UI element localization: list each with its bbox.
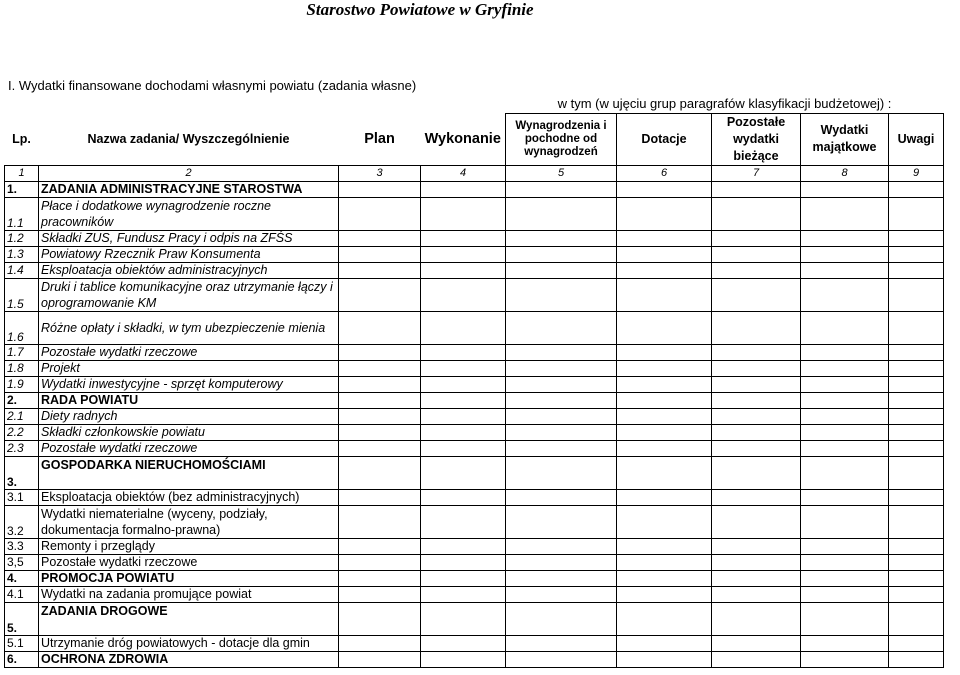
row-number: 5.1: [5, 635, 39, 651]
value-cell: [339, 344, 421, 360]
column-number: 8: [801, 165, 889, 181]
table-row: [5, 230, 944, 246]
value-cell: [617, 570, 712, 586]
value-cell: [617, 230, 712, 246]
column-number-row: [5, 165, 944, 181]
header-pozostale: Pozostałe wydatki bieżące: [712, 113, 801, 165]
table-row: [5, 651, 944, 667]
value-cell: [801, 570, 889, 586]
value-cell: [421, 262, 506, 278]
value-cell: [801, 538, 889, 554]
value-cell: [506, 586, 617, 602]
row-name: Eksploatacja obiektów (bez administracyjnych): [39, 489, 339, 505]
row-number: 3.3: [5, 538, 39, 554]
value-cell: [339, 586, 421, 602]
value-cell: [712, 408, 801, 424]
value-cell: [889, 392, 944, 408]
table-row: [5, 392, 944, 408]
value-cell: [421, 586, 506, 602]
value-cell: [617, 360, 712, 376]
value-cell: [506, 635, 617, 651]
value-cell: [421, 311, 506, 344]
value-cell: [889, 554, 944, 570]
value-cell: [506, 311, 617, 344]
value-cell: [712, 489, 801, 505]
table-row: [5, 489, 944, 505]
row-name: Wydatki na zadania promujące powiat: [39, 586, 339, 602]
value-cell: [889, 344, 944, 360]
value-cell: [617, 554, 712, 570]
value-cell: [712, 262, 801, 278]
column-number: 3: [339, 165, 421, 181]
value-cell: [339, 489, 421, 505]
column-number: 7: [712, 165, 801, 181]
value-cell: [889, 262, 944, 278]
value-cell: [801, 230, 889, 246]
value-cell: [712, 635, 801, 651]
table-row: [5, 586, 944, 602]
value-cell: [801, 262, 889, 278]
row-name: Pozostałe wydatki rzeczowe: [39, 344, 339, 360]
value-cell: [339, 424, 421, 440]
value-cell: [506, 360, 617, 376]
row-number: 3,5: [5, 554, 39, 570]
row-number: 3.1: [5, 489, 39, 505]
value-cell: [339, 392, 421, 408]
value-cell: [889, 408, 944, 424]
value-cell: [506, 570, 617, 586]
column-number: 1: [5, 165, 39, 181]
value-cell: [339, 408, 421, 424]
section-heading: I. Wydatki finansowane dochodami własnymi powiatu (zadania własne): [8, 78, 417, 93]
table-row: [5, 456, 944, 489]
value-cell: [339, 376, 421, 392]
value-cell: [506, 262, 617, 278]
value-cell: [712, 344, 801, 360]
table-row: [5, 424, 944, 440]
value-cell: [889, 489, 944, 505]
value-cell: [339, 456, 421, 489]
row-name: ZADANIA ADMINISTRACYJNE STAROSTWA: [39, 181, 339, 197]
value-cell: [889, 230, 944, 246]
value-cell: [801, 489, 889, 505]
row-number: 2.2: [5, 424, 39, 440]
value-cell: [801, 197, 889, 230]
row-number: 1.7: [5, 344, 39, 360]
value-cell: [421, 408, 506, 424]
value-cell: [712, 456, 801, 489]
table-row: [5, 197, 944, 230]
value-cell: [712, 651, 801, 667]
value-cell: [617, 602, 712, 635]
value-cell: [339, 197, 421, 230]
value-cell: [421, 440, 506, 456]
value-cell: [712, 424, 801, 440]
value-cell: [421, 602, 506, 635]
page-title: Starostwo Powiatowe w Gryfinie: [306, 0, 534, 19]
value-cell: [506, 538, 617, 554]
value-cell: [801, 651, 889, 667]
value-cell: [617, 408, 712, 424]
value-cell: [712, 602, 801, 635]
value-cell: [506, 505, 617, 538]
value-cell: [712, 570, 801, 586]
row-number: 4.: [5, 570, 39, 586]
value-cell: [889, 602, 944, 635]
value-cell: [617, 586, 712, 602]
value-cell: [506, 230, 617, 246]
header-dotacje: Dotacje: [617, 113, 712, 165]
value-cell: [617, 651, 712, 667]
value-cell: [506, 344, 617, 360]
row-number: 2.: [5, 392, 39, 408]
row-name: Płace i dodatkowe wynagrodzenie roczne pracowników: [39, 197, 339, 230]
header-plan: Plan: [364, 130, 395, 147]
row-number: 3.: [5, 456, 39, 489]
value-cell: [889, 538, 944, 554]
row-number: 5.: [5, 602, 39, 635]
value-cell: [617, 278, 712, 311]
column-number: 6: [617, 165, 712, 181]
value-cell: [712, 440, 801, 456]
column-number: 2: [39, 165, 339, 181]
value-cell: [889, 586, 944, 602]
row-number: 1.4: [5, 262, 39, 278]
row-name: Remonty i przeglądy: [39, 538, 339, 554]
value-cell: [617, 440, 712, 456]
row-name: Powiatowy Rzecznik Praw Konsumenta: [39, 246, 339, 262]
value-cell: [801, 360, 889, 376]
value-cell: [617, 311, 712, 344]
value-cell: [506, 440, 617, 456]
header-wynagrodzenia: Wynagrodzenia i pochodne od wynagrodzeń: [506, 113, 617, 165]
header-name: Nazwa zadania/ Wyszczególnienie: [87, 131, 290, 146]
value-cell: [712, 360, 801, 376]
value-cell: [339, 440, 421, 456]
row-name: Utrzymanie dróg powiatowych - dotacje dla gmin: [39, 635, 339, 651]
value-cell: [712, 376, 801, 392]
value-cell: [421, 651, 506, 667]
table-row: [5, 538, 944, 554]
value-cell: [506, 456, 617, 489]
value-cell: [339, 554, 421, 570]
value-cell: [712, 554, 801, 570]
row-number: 1.6: [5, 311, 39, 344]
group-caption: w tym (w ujęciu grup paragrafów klasyfikacji budżetowej) :: [557, 95, 892, 111]
value-cell: [617, 181, 712, 197]
value-cell: [712, 505, 801, 538]
table-row: [5, 246, 944, 262]
value-cell: [339, 635, 421, 651]
value-cell: [889, 181, 944, 197]
value-cell: [617, 635, 712, 651]
value-cell: [506, 554, 617, 570]
table-row: [5, 376, 944, 392]
value-cell: [617, 344, 712, 360]
row-name: Składki ZUS, Fundusz Pracy i odpis na ZFŚS: [39, 230, 339, 246]
table-row: [5, 278, 944, 311]
value-cell: [339, 230, 421, 246]
table-row: [5, 440, 944, 456]
value-cell: [801, 554, 889, 570]
row-name: Wydatki inwestycyjne - sprzęt komputerowy: [39, 376, 339, 392]
row-number: 1.1: [5, 197, 39, 230]
header-majatkowe: Wydatki majątkowe: [801, 113, 889, 165]
value-cell: [617, 392, 712, 408]
value-cell: [712, 311, 801, 344]
value-cell: [617, 376, 712, 392]
table-row: [5, 311, 944, 344]
value-cell: [712, 246, 801, 262]
value-cell: [801, 586, 889, 602]
row-name: Eksploatacja obiektów administracyjnych: [39, 262, 339, 278]
value-cell: [801, 456, 889, 489]
row-name: Pozostałe wydatki rzeczowe: [39, 440, 339, 456]
value-cell: [339, 311, 421, 344]
row-name: Diety radnych: [39, 408, 339, 424]
column-number: 5: [506, 165, 617, 181]
table-row: [5, 344, 944, 360]
value-cell: [889, 197, 944, 230]
value-cell: [712, 538, 801, 554]
column-number: 9: [889, 165, 944, 181]
row-number: 1.9: [5, 376, 39, 392]
value-cell: [617, 456, 712, 489]
value-cell: [801, 392, 889, 408]
value-cell: [889, 278, 944, 311]
row-name: ZADANIA DROGOWE: [39, 602, 339, 635]
value-cell: [339, 570, 421, 586]
value-cell: [339, 262, 421, 278]
value-cell: [712, 586, 801, 602]
row-number: 1.2: [5, 230, 39, 246]
value-cell: [421, 538, 506, 554]
value-cell: [801, 181, 889, 197]
value-cell: [889, 360, 944, 376]
value-cell: [421, 570, 506, 586]
value-cell: [339, 538, 421, 554]
value-cell: [421, 489, 506, 505]
value-cell: [889, 651, 944, 667]
value-cell: [421, 635, 506, 651]
row-name: GOSPODARKA NIERUCHOMOŚCIAMI: [39, 456, 339, 489]
value-cell: [506, 376, 617, 392]
header-lp: Lp.: [12, 131, 31, 146]
value-cell: [421, 456, 506, 489]
value-cell: [889, 570, 944, 586]
value-cell: [421, 505, 506, 538]
row-number: 1.8: [5, 360, 39, 376]
value-cell: [506, 278, 617, 311]
value-cell: [421, 360, 506, 376]
value-cell: [339, 602, 421, 635]
value-cell: [506, 489, 617, 505]
value-cell: [801, 311, 889, 344]
value-cell: [421, 392, 506, 408]
row-number: 6.: [5, 651, 39, 667]
value-cell: [421, 278, 506, 311]
row-name: Druki i tablice komunikacyjne oraz utrzymanie łączy i oprogramowanie KM: [39, 278, 339, 311]
row-number: 4.1: [5, 586, 39, 602]
value-cell: [889, 635, 944, 651]
value-cell: [712, 230, 801, 246]
row-number: 2.1: [5, 408, 39, 424]
row-number: 1.5: [5, 278, 39, 311]
header-wykonanie: Wykonanie: [424, 130, 501, 147]
value-cell: [506, 246, 617, 262]
value-cell: [421, 230, 506, 246]
value-cell: [339, 360, 421, 376]
value-cell: [801, 602, 889, 635]
table-row: [5, 262, 944, 278]
value-cell: [339, 181, 421, 197]
value-cell: [506, 181, 617, 197]
row-number: 1.: [5, 181, 39, 197]
value-cell: [801, 246, 889, 262]
value-cell: [889, 311, 944, 344]
value-cell: [617, 505, 712, 538]
value-cell: [617, 246, 712, 262]
value-cell: [506, 408, 617, 424]
value-cell: [801, 376, 889, 392]
value-cell: [801, 635, 889, 651]
value-cell: [889, 246, 944, 262]
table-row: [5, 602, 944, 635]
value-cell: [617, 538, 712, 554]
row-number: 2.3: [5, 440, 39, 456]
value-cell: [889, 424, 944, 440]
row-name: Pozostałe wydatki rzeczowe: [39, 554, 339, 570]
value-cell: [801, 505, 889, 538]
value-cell: [506, 392, 617, 408]
value-cell: [889, 456, 944, 489]
row-name: OCHRONA ZDROWIA: [39, 651, 339, 667]
value-cell: [421, 424, 506, 440]
table-row: [5, 505, 944, 538]
value-cell: [712, 181, 801, 197]
value-cell: [889, 505, 944, 538]
value-cell: [421, 197, 506, 230]
value-cell: [421, 554, 506, 570]
value-cell: [889, 440, 944, 456]
row-name: PROMOCJA POWIATU: [39, 570, 339, 586]
value-cell: [339, 246, 421, 262]
value-cell: [506, 602, 617, 635]
row-name: Wydatki niematerialne (wyceny, podziały, dokumentacja formalno-prawna): [39, 505, 339, 538]
value-cell: [506, 651, 617, 667]
table-row: [5, 554, 944, 570]
row-number: 1.3: [5, 246, 39, 262]
value-cell: [801, 344, 889, 360]
expenditure-table: [4, 95, 944, 668]
table-row: [5, 360, 944, 376]
value-cell: [617, 489, 712, 505]
value-cell: [421, 181, 506, 197]
value-cell: [712, 392, 801, 408]
row-name: Składki członkowskie powiatu: [39, 424, 339, 440]
value-cell: [339, 278, 421, 311]
row-number: 3.2: [5, 505, 39, 538]
value-cell: [712, 278, 801, 311]
value-cell: [421, 246, 506, 262]
value-cell: [339, 651, 421, 667]
table-row: [5, 408, 944, 424]
value-cell: [617, 197, 712, 230]
value-cell: [712, 197, 801, 230]
value-cell: [801, 424, 889, 440]
column-number: 4: [421, 165, 506, 181]
header-uwagi: Uwagi: [889, 113, 944, 165]
value-cell: [617, 262, 712, 278]
value-cell: [801, 440, 889, 456]
table-row: [5, 570, 944, 586]
value-cell: [506, 197, 617, 230]
value-cell: [889, 376, 944, 392]
row-name: RADA POWIATU: [39, 392, 339, 408]
value-cell: [801, 278, 889, 311]
value-cell: [339, 505, 421, 538]
row-name: Projekt: [39, 360, 339, 376]
table-row: [5, 181, 944, 197]
value-cell: [506, 424, 617, 440]
row-name: Różne opłaty i składki, w tym ubezpieczenie mienia: [39, 311, 339, 344]
value-cell: [421, 376, 506, 392]
table-row: [5, 635, 944, 651]
value-cell: [801, 408, 889, 424]
value-cell: [617, 424, 712, 440]
value-cell: [421, 344, 506, 360]
